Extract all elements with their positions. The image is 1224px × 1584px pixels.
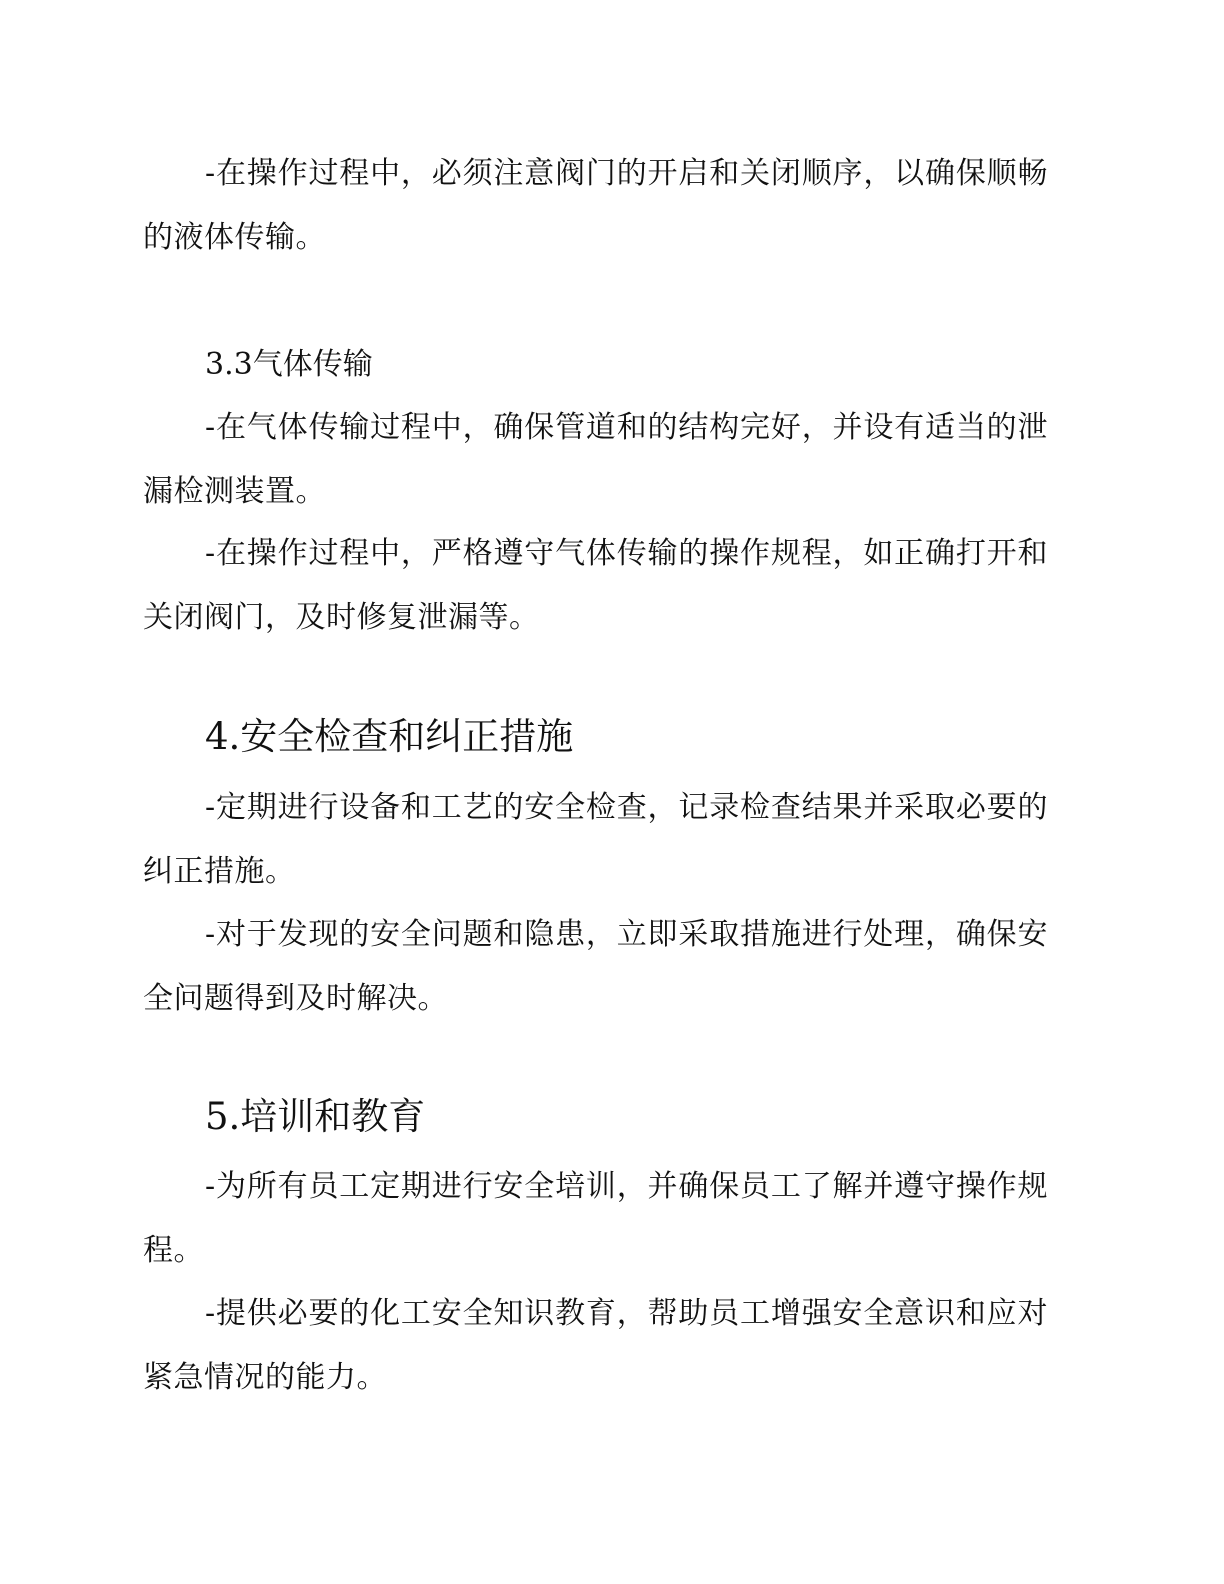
paragraph-staff-training: -为所有员工定期进行安全培训，并确保员工了解并遵守操作规程。 <box>143 1169 1048 1268</box>
paragraph-safety-knowledge: -提供必要的化工安全知识教育，帮助员工增强安全意识和应对紧急情况的能力。 <box>143 1296 1048 1395</box>
paragraph-liquid-valve-order: -在操作过程中，必须注意阀门的开启和关闭顺序，以确保顺畅的液体传输。 <box>143 156 1048 255</box>
heading-training-education: 5.培训和教育 <box>205 1095 426 1138</box>
paragraph-gas-operating-rules: -在操作过程中，严格遵守气体传输的操作规程，如正确打开和关闭阀门，及时修复泄漏等。 <box>143 536 1048 635</box>
heading-safety-inspection: 4.安全检查和纠正措施 <box>205 715 574 758</box>
paragraph-hazard-handling: -对于发现的安全问题和隐患，立即采取措施进行处理，确保安全问题得到及时解决。 <box>143 917 1048 1016</box>
paragraph-gas-pipeline-integrity: -在气体传输过程中，确保管道和的结构完好，并设有适当的泄漏检测装置。 <box>143 410 1048 509</box>
subheading-gas-transfer: 3.3气体传输 <box>205 347 373 382</box>
paragraph-regular-inspection: -定期进行设备和工艺的安全检查，记录检查结果并采取必要的纠正措施。 <box>143 790 1048 889</box>
